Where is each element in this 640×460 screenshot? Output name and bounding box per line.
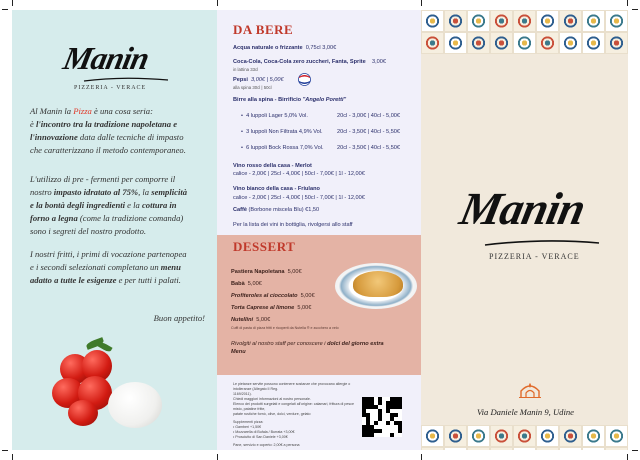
staff-note-bold: dolci del giorno extra xyxy=(327,341,384,347)
dessert-price: 5,00€ xyxy=(300,293,315,299)
qr-module xyxy=(374,421,378,425)
crop-mark xyxy=(2,450,8,451)
majolica-tile xyxy=(582,10,605,32)
white-wine-prices: calice - 2,00€ | 25cl - 4,00€ | 50cl - 7,00€ | 1l - 12,00€ xyxy=(233,195,365,201)
text-fragment-highlight: Pizza xyxy=(73,106,92,116)
majolica-tile xyxy=(490,447,513,450)
beer-name: 6 luppoli Bock Rossa 7,0% Vol. xyxy=(246,145,324,151)
allergen-footer xyxy=(233,382,363,448)
text-line: L'utilizzo di pre - fermenti per comporre il xyxy=(30,174,176,184)
majolica-tile xyxy=(582,32,605,54)
qr-module xyxy=(378,401,382,405)
majolica-tile xyxy=(559,10,582,32)
crop-mark xyxy=(12,454,13,460)
text-fragment-bold: l'innovazione xyxy=(30,132,78,142)
beer-price: 20cl - 3,50€ | 40cl - 5,50€ xyxy=(337,129,401,135)
wine-title-text: Vino bianco della casa - Friulano xyxy=(233,186,320,192)
text-fragment-bold: e la bontà degli ingredienti xyxy=(30,200,126,210)
text-line: che caratterizzano il metodo contemporaneo. xyxy=(30,145,186,155)
majolica-tile xyxy=(559,447,582,450)
text-fragment: , la xyxy=(138,187,152,197)
footer-line: patate rustiche fornò, olive, dolci, verdure, gelato xyxy=(233,412,311,416)
text-fragment-bold: impasto idratato al 75% xyxy=(53,187,139,197)
dessert-section-title xyxy=(217,237,421,257)
majolica-tile xyxy=(605,425,628,447)
pepsi-logo-icon xyxy=(298,73,311,86)
drinks-section-title xyxy=(217,20,421,40)
majolica-tile xyxy=(467,447,490,450)
majolica-tile xyxy=(467,10,490,32)
dessert-item xyxy=(231,281,262,287)
majolica-tile xyxy=(421,447,444,450)
qr-module xyxy=(394,413,398,417)
majolica-tile xyxy=(605,10,628,32)
beer-item: • 4 luppoli Lager 5,0% Vol. xyxy=(241,113,308,119)
cover-panel xyxy=(421,10,628,450)
majolica-tile xyxy=(582,447,605,450)
nutellini-note: Cuffi di pasta di pizza fritti e ricoperti da Nutella ® e zucchero a velo xyxy=(231,326,339,330)
tomato xyxy=(68,400,98,426)
dessert-price: 5,00€ xyxy=(256,317,271,323)
tile-border-bottom xyxy=(421,425,628,450)
item-name: Pepsi xyxy=(233,77,248,83)
majolica-tile xyxy=(536,32,559,54)
dessert-name: Torta Caprese al limone xyxy=(231,305,295,311)
majolica-tile xyxy=(444,425,467,447)
dessert-name: Profiteroles al cioccolato xyxy=(231,293,298,299)
mozzarella xyxy=(108,382,162,428)
dessert-section xyxy=(217,235,421,375)
crop-mark xyxy=(421,454,422,460)
dessert-item xyxy=(231,305,311,311)
majolica-tile xyxy=(559,32,582,54)
dessert-name: Nutellini xyxy=(231,317,254,323)
footer-line: • Gamberi +1,50€ xyxy=(233,425,262,429)
bottle-wine-note: Per la lista dei vini in bottiglia, rivolgersi allo staff xyxy=(233,222,353,228)
cover-logo-script: Manin xyxy=(455,183,590,234)
qr-module xyxy=(386,421,390,425)
text-fragment: e la xyxy=(125,200,142,210)
crop-mark xyxy=(632,450,638,451)
beer-item: • 3 luppoli Non Filtrata 4,9% Vol. xyxy=(241,129,323,135)
text-fragment: Al Manin la xyxy=(30,106,74,116)
coffee-price: (Borbone miscela Blu) €1,50 xyxy=(247,207,320,213)
qr-code-icon[interactable] xyxy=(362,397,402,437)
footer-line: • Mozzarella di Bufala / Burrata +3,00€ xyxy=(233,430,295,434)
footer-line: Pane, servizio e coperto: 2,00€ a persona xyxy=(233,443,300,447)
menu-item xyxy=(233,45,336,51)
majolica-tile xyxy=(536,10,559,32)
majolica-tile xyxy=(490,10,513,32)
majolica-tile xyxy=(559,425,582,447)
intro-panel xyxy=(12,10,217,450)
majolica-tile xyxy=(444,10,467,32)
wine-title-text: Vino rosso della casa - Merlot xyxy=(233,163,312,169)
staff-note-text: Rivolgiti al nostro staff per conoscere i xyxy=(231,341,328,347)
footer-line: Supplementi pizza: xyxy=(233,420,264,424)
footer-line: • Prosciutto di San Daniele +3,00€ xyxy=(233,435,288,439)
intro-paragraph-3 xyxy=(30,248,212,287)
brand-logo-subtitle: PIZZERIA - VERACE xyxy=(74,85,147,91)
text-fragment-bold: cottura in xyxy=(141,200,177,210)
closing-greeting: Buon appetito! xyxy=(153,313,205,323)
logo-swash-decoration xyxy=(82,76,172,84)
crop-mark xyxy=(632,9,638,10)
crop-mark xyxy=(2,9,8,10)
dessert-price: 5,00€ xyxy=(297,305,312,311)
dessert-name: Babà xyxy=(231,281,245,287)
text-line: sono i segreti del nostro prodotto. xyxy=(30,226,147,236)
beer-brand-text: "Angelo Poretti" xyxy=(302,97,347,103)
text-fragment: è una cosa seria: xyxy=(91,106,153,116)
dessert-price: 5,00€ xyxy=(247,281,262,287)
red-wine-prices: calice - 2,00€ | 25cl - 4,00€ | 50cl - 7,00€ | 1l - 12,00€ xyxy=(233,171,365,177)
crop-mark xyxy=(12,0,13,6)
majolica-tile xyxy=(605,32,628,54)
intro-paragraph-1 xyxy=(30,105,212,157)
qr-module xyxy=(390,433,394,437)
item-note: in lattina 33cl xyxy=(233,67,259,72)
pastiera-cake-image xyxy=(353,271,403,297)
qr-module xyxy=(398,429,402,433)
majolica-tile xyxy=(513,447,536,450)
text-fragment: è xyxy=(30,119,36,129)
dessert-item xyxy=(231,269,302,275)
cover-logo-subtitle: PIZZERIA - VERACE xyxy=(489,252,580,261)
tile-border-top xyxy=(421,10,628,54)
intro-paragraph-2 xyxy=(30,173,212,238)
qr-module xyxy=(398,405,402,409)
cover-logo-swash xyxy=(483,238,603,248)
text-fragment: (come la tradizione comanda) xyxy=(77,213,184,223)
menu-item xyxy=(233,59,386,65)
text-fragment: nostro xyxy=(30,187,54,197)
majolica-tile xyxy=(421,425,444,447)
dessert-name: Pastiera Napoletana xyxy=(231,269,285,275)
crop-mark xyxy=(217,454,218,460)
majolica-tile xyxy=(605,447,628,450)
footer-line: Elenco dei prodotti surgelati e congelati all'origine: calamari, frittura di pesce misto, patatine fritte, xyxy=(233,402,354,411)
text-fragment-bold: semplicità xyxy=(151,187,188,197)
menu-item xyxy=(233,77,284,83)
item-note: alla spina 30cl | 50cl xyxy=(233,85,272,90)
text-line: I nostri fritti, i primi di vocazione partenopea xyxy=(30,249,187,259)
item-price: 0,75cl 3,00€ xyxy=(305,45,337,51)
text-fragment: e per tutti i palati. xyxy=(116,275,181,285)
qr-module xyxy=(370,433,374,437)
dessert-item xyxy=(231,317,270,323)
white-wine-title xyxy=(233,186,320,192)
text-fragment-bold: forno a legna xyxy=(30,213,78,223)
majolica-tile xyxy=(513,32,536,54)
majolica-tile xyxy=(582,425,605,447)
item-price: 3,00€ xyxy=(371,59,386,65)
qr-module xyxy=(378,429,382,433)
qr-module xyxy=(378,417,382,421)
beer-price: 20cl - 3,00€ | 40cl - 5,00€ xyxy=(337,113,401,119)
coffee-item xyxy=(233,207,319,213)
majolica-tile xyxy=(513,425,536,447)
crop-mark xyxy=(627,0,628,6)
crop-mark xyxy=(627,454,628,460)
majolica-tile xyxy=(513,10,536,32)
majolica-tile xyxy=(490,32,513,54)
red-wine-title xyxy=(233,163,312,169)
majolica-tile xyxy=(467,32,490,54)
majolica-tile xyxy=(536,425,559,447)
majolica-tile xyxy=(536,447,559,450)
text-fragment-bold: adatto a tutte le esigenze xyxy=(30,275,117,285)
text-fragment-bold: menu xyxy=(160,262,181,272)
beer-section-title xyxy=(233,97,346,103)
footer-line: Le pietanze servite possono contenere sostanze che provocano allergie o intolleranze (Allegato II Reg. xyxy=(233,382,351,391)
text-fragment-bold: l'incontro tra la tradizione napoletana e xyxy=(35,119,178,129)
beer-name: 4 luppoli Lager 5,0% Vol. xyxy=(246,113,308,119)
dessert-price: 5,00€ xyxy=(287,269,302,275)
beer-price: 20cl - 3,50€ | 40cl - 5,50€ xyxy=(337,145,401,151)
crop-mark xyxy=(421,0,422,6)
staff-note xyxy=(231,341,384,347)
brand-logo-script: Manin xyxy=(60,40,152,76)
majolica-tile xyxy=(421,10,444,32)
majolica-tile xyxy=(421,32,444,54)
dessert-item xyxy=(231,293,315,299)
staff-note-bold: Menu xyxy=(231,349,246,355)
text-fragment: data dalle tecniche di impasto xyxy=(77,132,184,142)
item-price: 3,00€ | 5,00€ xyxy=(251,77,284,83)
drinks-title-text: DA BERE xyxy=(233,22,294,37)
majolica-tile xyxy=(490,425,513,447)
footer-line: 1169/2011). xyxy=(233,392,252,396)
majolica-tile xyxy=(444,32,467,54)
dessert-title-text: DESSERT xyxy=(233,239,296,254)
majolica-tile xyxy=(467,425,490,447)
coffee-name: Caffè xyxy=(233,207,247,213)
footer-line: Chiedi maggiori informazioni al nostro personale. xyxy=(233,397,311,401)
restaurant-address: Via Daniele Manin 9, Udine xyxy=(477,407,574,417)
beer-item: • 6 luppoli Bock Rossa 7,0% Vol. xyxy=(241,145,324,151)
text-fragment: e i secondi selezionati completano un xyxy=(30,262,161,272)
item-name: Acqua naturale o frizzante xyxy=(233,45,303,51)
beer-name: 3 luppoli Non Filtrata 4,9% Vol. xyxy=(246,129,323,135)
majolica-tile xyxy=(444,447,467,450)
menu-panel xyxy=(217,10,421,450)
item-name: Coca-Cola, Coca-Cola zero zuccheri, Fanta, Sprite xyxy=(233,59,366,65)
beer-title-text: Birre alla spina - Birrificio xyxy=(233,97,303,103)
pizza-oven-icon xyxy=(519,382,541,398)
crop-mark xyxy=(217,0,218,6)
